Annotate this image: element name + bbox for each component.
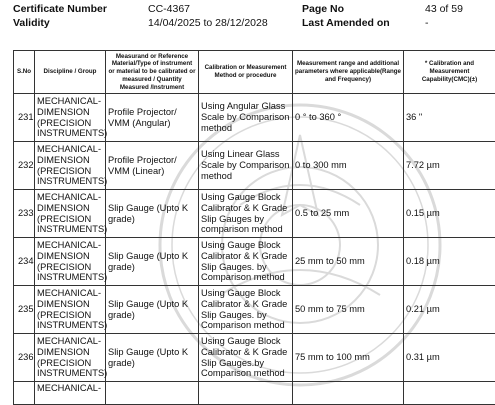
cell-sno: 234 [14,238,35,286]
cell-method: Using Gauge Block Calibrator & K Grade Slip Gauges. by Comparison method [199,238,293,286]
cell-sno: 235 [14,286,35,334]
cell-cmc: 0.15 µm [404,190,495,238]
table-row [14,142,495,190]
cell-cmc: 36 " [404,94,495,142]
header-validity-value: 14/04/2025 to 28/12/2028 [148,17,268,29]
cell-cmc: 0.31 µm [404,334,495,382]
cell-discipline: MECHANICAL- DIMENSION (PRECISION INSTRUMENTS) [35,238,106,286]
cell-method: Using Angular Glass Scale by Comparison method [199,94,293,142]
cell-measurand: Slip Gauge (Upto K grade) [106,190,199,238]
cell-sno [14,382,35,405]
header-page-label: Page No [302,3,344,15]
cell-cmc: 0.18 µm [404,238,495,286]
cell-method: Using Linear Glass Scale by Comparison method [199,142,293,190]
cell-discipline: MECHANICAL- DIMENSION (PRECISION INSTRUMENTS) [35,286,106,334]
cell-measurand: Slip Gauge (Upto K grade) [106,238,199,286]
cell-discipline: MECHANICAL- [35,382,106,405]
cell-range: 0.5 to 25 mm [293,190,404,238]
cell-range: 75 mm to 100 mm [293,334,404,382]
cell-range: 25 mm to 50 mm [293,238,404,286]
col-cmc: * Calibration and Measurement Capability(CMC)(±) [404,51,495,94]
cell-discipline: MECHANICAL- DIMENSION (PRECISION INSTRUMENTS) [35,334,106,382]
cell-method: Using Gauge Block Calibrator & K Grade Slip Gauges by comparison method [199,190,293,238]
cell-discipline: MECHANICAL- DIMENSION (PRECISION INSTRUMENTS) [35,94,106,142]
scope-table [13,50,495,405]
table-header-row [14,51,495,94]
cell-range: 0 ° to 360 ° [293,94,404,142]
header-page-value: 43 of 59 [425,3,463,15]
header-amended-value: - [425,17,429,29]
header-cert-label: Certificate Number [13,3,107,15]
col-method: Calibration or Measurement Method or procedure [199,51,293,94]
cell-sno: 232 [14,142,35,190]
cell-range: 0 to 300 mm [293,142,404,190]
cell-sno: 231 [14,94,35,142]
table-row-partial [14,382,495,405]
cell-measurand: Profile Projector/ VMM (Linear) [106,142,199,190]
cell-sno: 236 [14,334,35,382]
header-cert-value: CC-4367 [148,3,190,15]
col-range: Measurement range and additional parameters where applicable(Range and Frequency) [293,51,404,94]
col-measurand: Measurand or Reference Material/Type of instrument or material to be calibrated or measured / Quantity Measured /Instrument [106,51,199,94]
cell-cmc: 0.21 µm [404,286,495,334]
col-discipline: Discipline / Group [35,51,106,94]
table-row [14,190,495,238]
header-validity-label: Validity [13,17,50,29]
cell-range [293,382,404,405]
cell-cmc [404,382,495,405]
cell-measurand: Profile Projector/ VMM (Angular) [106,94,199,142]
table-row [14,238,495,286]
cell-method: Using Gauge Block Calibrator & K Grade Slip Gauges. by Comparison method [199,286,293,334]
cell-discipline: MECHANICAL- DIMENSION (PRECISION INSTRUMENTS) [35,190,106,238]
table-row [14,94,495,142]
header-amended-label: Last Amended on [302,17,390,29]
col-sno: S.No [14,51,35,94]
cell-range: 50 mm to 75 mm [293,286,404,334]
table-row [14,286,495,334]
cell-measurand: Slip Gauge (Upto K grade) [106,286,199,334]
cell-measurand: Slip Gauge (Upto K grade) [106,334,199,382]
cell-cmc: 7.72 µm [404,142,495,190]
cell-measurand [106,382,199,405]
cell-discipline: MECHANICAL- DIMENSION (PRECISION INSTRUMENTS) [35,142,106,190]
cell-sno: 233 [14,190,35,238]
table-row [14,334,495,382]
cell-method: Using Gauge Block Calibrator & K Grade Slip Gauges.by Comparison method [199,334,293,382]
cell-method [199,382,293,405]
